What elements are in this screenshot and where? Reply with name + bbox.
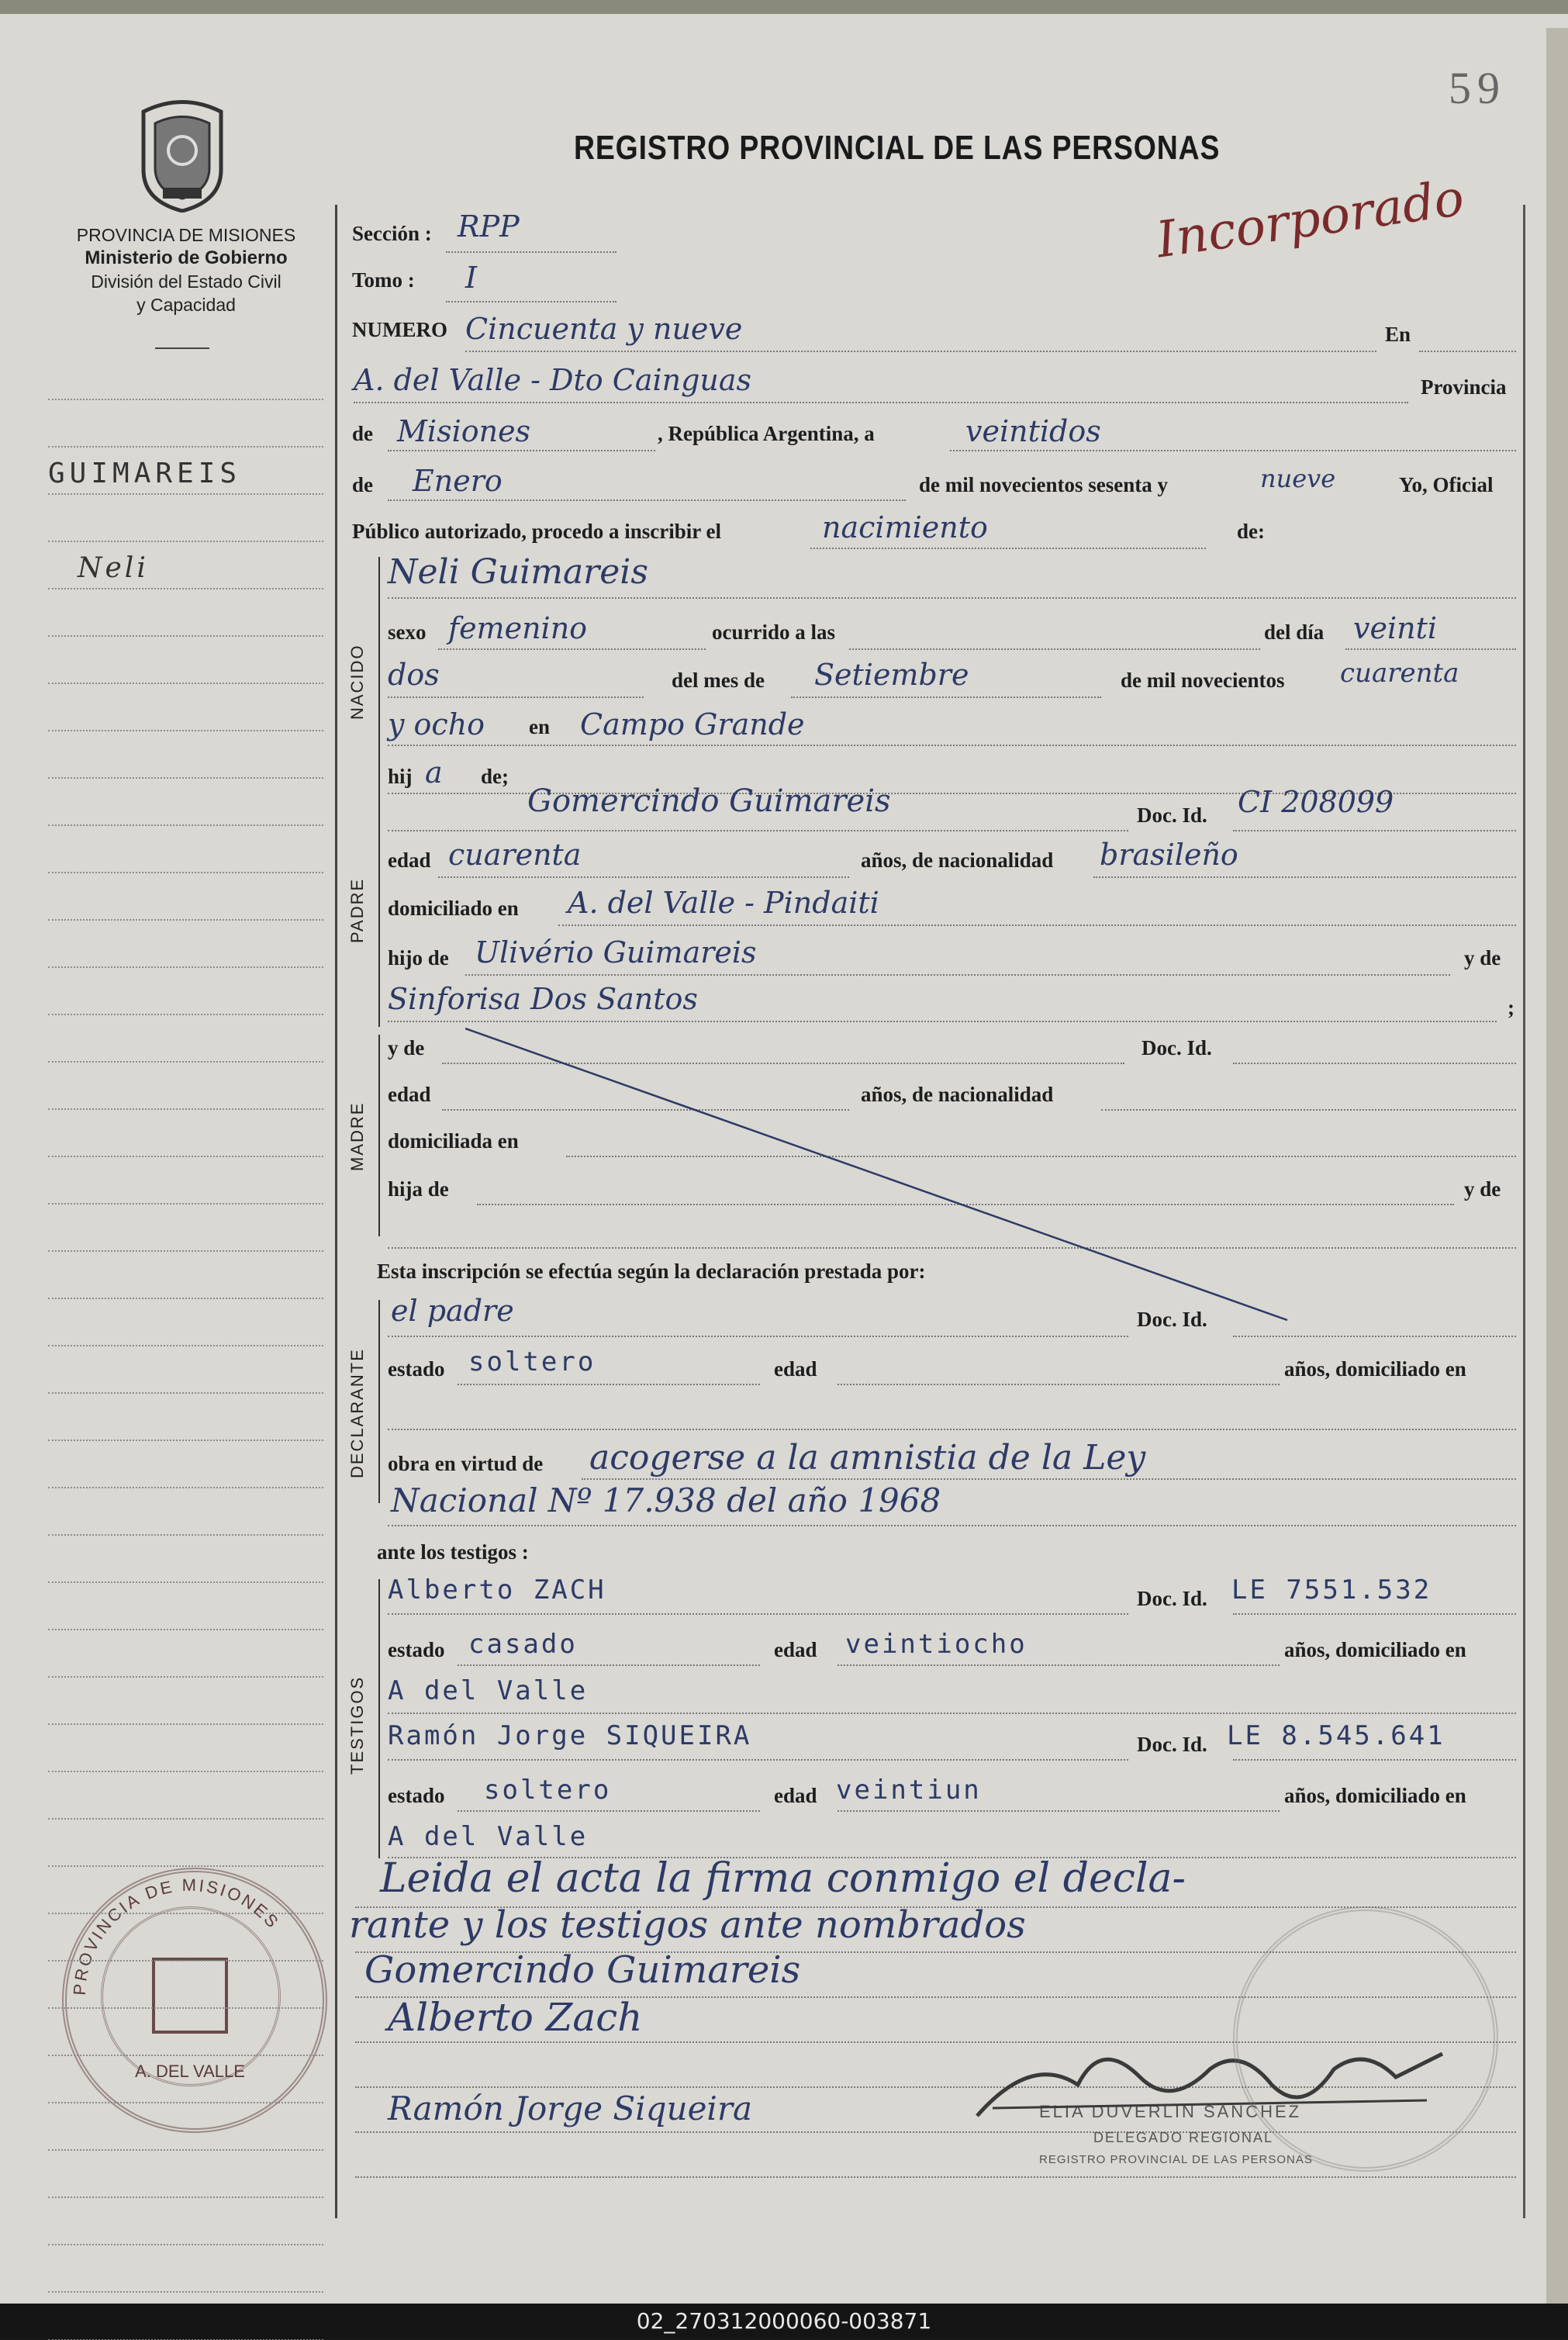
padre-doc-line <box>1233 830 1516 831</box>
anio-value-2: y ocho <box>388 707 485 741</box>
tomo-line <box>446 301 616 302</box>
testigos-bracket <box>378 1579 380 1858</box>
left-seal-text <box>62 1868 318 2124</box>
padre-hijo-label: hijo de <box>388 946 449 970</box>
provincia-label: Provincia <box>1421 375 1507 399</box>
margin-given-name: Neli <box>78 552 149 584</box>
t1-estado-value: casado <box>468 1629 578 1660</box>
oficial-label: Yo, Oficial <box>1399 473 1494 496</box>
officer-title: DELEGADO REGIONAL <box>1093 2130 1274 2145</box>
declarante-estado-line <box>458 1384 760 1385</box>
right-rule <box>1523 205 1525 2218</box>
declarante-dom-label: años, domiciliado en <box>1284 1357 1466 1381</box>
margin-line <box>48 2149 323 2151</box>
margin-line <box>48 2007 323 2009</box>
closing-text-1: Leida el acta la firma conmigo el decla- <box>380 1855 1186 1902</box>
declarante-dom-line <box>388 1429 1516 1430</box>
margin-line <box>48 541 323 542</box>
padre-hijo-line <box>465 974 1450 976</box>
margin-surname: GUIMAREIS <box>48 458 242 489</box>
padre-nac-line <box>1093 876 1516 878</box>
cancel-strike <box>465 1022 1303 1332</box>
t2-edad-label: edad <box>774 1784 817 1807</box>
svg-text:PROVINCIA DE MISIONES <box>70 1875 284 1996</box>
numero-value: Cincuenta y nueve <box>465 312 743 346</box>
org-capacity: y Capacidad <box>136 295 236 315</box>
org-division: División del Estado Civil <box>91 271 281 292</box>
officer-name: ELIA DUVERLIN SANCHEZ <box>1039 2102 1302 2121</box>
place-value: A. del Valle - Dto Cainguas <box>354 363 752 397</box>
t1-dom-line <box>388 1713 1516 1714</box>
month-value: Enero <box>413 464 503 498</box>
republica-label: , República Argentina, a <box>658 422 875 445</box>
hij-de-label: de; <box>481 765 509 788</box>
declarante-doc-line <box>1233 1336 1516 1337</box>
padre-name-line <box>388 830 1128 831</box>
madre-nac-label: años, de nacionalidad <box>861 1083 1054 1106</box>
de-label: de <box>352 422 373 445</box>
seccion-value: RPP <box>458 209 520 244</box>
t1-doc-value: LE 7551.532 <box>1231 1574 1432 1606</box>
hora-line <box>849 648 1260 650</box>
tomo-label: Tomo : <box>352 268 415 292</box>
signature-declarante: Gomercindo Guimareis <box>364 1948 801 1992</box>
t2-dom-value: A del Valle <box>388 1821 589 1852</box>
margin-line <box>48 1487 323 1488</box>
t1-doc-line <box>1233 1613 1516 1615</box>
declarante-section-label: DECLARANTE <box>347 1348 367 1478</box>
padre-nac-value: brasileño <box>1100 838 1238 872</box>
padre-nac-label: años, de nacionalidad <box>861 849 1054 872</box>
sexo-label: sexo <box>388 620 427 644</box>
t2-estado-label: estado <box>388 1784 445 1807</box>
right-seal <box>1233 1906 1498 2172</box>
sexo-line <box>438 648 706 650</box>
padre-bracket <box>378 799 380 1027</box>
nacido-name: Neli Guimareis <box>388 552 648 592</box>
padre-edad-label: edad <box>388 849 431 872</box>
obra-line-1 <box>582 1478 1516 1480</box>
publico-label: Público autorizado, procedo a inscribir el <box>352 520 721 543</box>
declarante-name: el padre <box>391 1294 514 1328</box>
padre-section-label: PADRE <box>347 877 367 943</box>
margin-rule <box>335 205 337 2218</box>
en-label: En <box>1385 323 1411 346</box>
t2-doc-label: Doc. Id. <box>1137 1733 1207 1756</box>
declarante-edad-line <box>838 1384 1280 1385</box>
t1-estado-line <box>458 1664 760 1666</box>
t1-name-line <box>388 1613 1128 1615</box>
obra-value-2: Nacional Nº 17.938 del año 1968 <box>391 1481 941 1519</box>
padre-hijo-value: Ulivério Guimareis <box>475 935 757 970</box>
padre-dom-label: domiciliado en <box>388 897 519 920</box>
nacido-section-label: NACIDO <box>347 644 367 720</box>
margin-line <box>48 2055 323 2056</box>
signature-witness-1: Alberto Zach <box>388 1995 643 2040</box>
padre-semicolon: ; <box>1508 996 1514 1019</box>
padre-doc-label: Doc. Id. <box>1137 804 1207 827</box>
sexo-value: femenino <box>448 611 588 645</box>
province-value: Misiones <box>397 414 531 448</box>
margin-line <box>48 1771 323 1772</box>
org-ministry: Ministerio de Gobierno <box>85 247 288 268</box>
margin-line <box>48 966 323 968</box>
anio-value-1: cuarenta <box>1340 658 1459 689</box>
dia2-line <box>388 696 644 698</box>
t1-edad-line <box>838 1664 1280 1666</box>
lugar-value: Campo Grande <box>580 707 805 741</box>
margin-line <box>48 2197 323 2198</box>
padre-yde-label: y de <box>1464 946 1501 970</box>
margin-line <box>48 1250 323 1252</box>
t2-edad-value: veintiun <box>836 1775 982 1806</box>
madre-dom-label: domiciliada en <box>388 1129 519 1153</box>
lugar-line <box>388 745 1516 746</box>
t2-dom-label: años, domiciliado en <box>1284 1784 1466 1807</box>
month-line <box>388 499 906 501</box>
organization-block <box>31 223 341 316</box>
margin-line <box>48 1061 323 1063</box>
dia-line <box>1345 648 1516 650</box>
declarante-intro: Esta inscripción se efectúa según la declaración prestada por: <box>377 1260 926 1283</box>
en-label-nacido: en <box>529 715 550 738</box>
dia-value-2: dos <box>388 658 440 692</box>
margin-line <box>48 1818 323 1820</box>
t1-name: Alberto ZACH <box>388 1574 606 1606</box>
numero-line <box>465 351 1376 352</box>
margin-line <box>48 1913 323 1914</box>
province-line <box>388 450 655 451</box>
padre-doc-value: CI 208099 <box>1238 785 1394 819</box>
declarante-name-line <box>388 1336 1128 1337</box>
margin-line <box>48 1534 323 1536</box>
padre-dom-line <box>558 925 1516 926</box>
t2-name: Ramón Jorge SIQUEIRA <box>388 1720 752 1751</box>
obra-label: obra en virtud de <box>388 1452 544 1475</box>
de-label-2: de <box>352 473 373 496</box>
margin-line <box>48 1156 323 1157</box>
incorporado-stamp: Incorporado <box>1152 169 1468 270</box>
margin-line <box>48 2244 323 2245</box>
page-number: 59 <box>1449 63 1506 113</box>
margin-line <box>48 1345 323 1346</box>
t1-edad-value: veintiocho <box>845 1629 1027 1660</box>
margin-line <box>48 2291 323 2293</box>
margin-line <box>48 493 323 495</box>
margin-line <box>48 1440 323 1441</box>
seal-top-text: PROVINCIA DE MISIONES <box>69 1875 284 1996</box>
closing-line-7 <box>355 2176 1516 2178</box>
mes-label: del mes de <box>672 669 765 692</box>
margin-line <box>48 824 323 826</box>
testigos-section-label: TESTIGOS <box>347 1675 367 1775</box>
t2-doc-value: LE 8.545.641 <box>1227 1720 1445 1751</box>
madre-bracket <box>378 1035 380 1236</box>
margin-line <box>48 872 323 873</box>
act-line <box>810 548 1206 549</box>
day-line <box>950 450 1516 451</box>
provincial-crest-icon <box>132 96 233 213</box>
padre-dom-value: A. del Valle - Pindaiti <box>568 886 879 920</box>
declarante-edad-label: edad <box>774 1357 817 1381</box>
year-label: de mil novecientos sesenta y <box>919 473 1168 496</box>
margin-line <box>48 1865 323 1867</box>
numero-label: NUMERO <box>352 318 447 341</box>
en-line <box>1419 351 1516 352</box>
t2-estado-line <box>458 1810 760 1812</box>
margin-line <box>48 2102 323 2103</box>
padre-name: Gomercindo Guimareis <box>527 783 891 819</box>
margin-line <box>48 446 323 448</box>
de2-label: de: <box>1237 520 1265 543</box>
seccion-line <box>446 251 616 253</box>
padre-madre-value: Sinforisa Dos Santos <box>388 982 698 1016</box>
madre-yde2-label: y de <box>1464 1177 1501 1201</box>
obra-value-1: acogerse a la amnistia de la Ley <box>589 1438 1146 1478</box>
signature-witness-2: Ramón Jorge Siqueira <box>388 2089 752 2127</box>
register-page <box>0 14 1568 2304</box>
margin-line <box>48 1960 323 1962</box>
margin-line <box>48 777 323 779</box>
madre-edad-label: edad <box>388 1083 431 1106</box>
seccion-label: Sección : <box>352 222 432 245</box>
margin-line <box>48 1581 323 1583</box>
org-divider <box>155 347 209 349</box>
act-value: nacimiento <box>822 510 988 544</box>
margin-line <box>48 1723 323 1725</box>
t1-dom-label: años, domiciliado en <box>1284 1638 1466 1661</box>
image-caption: 02_270312000060-003871 <box>0 2304 1568 2339</box>
margin-line <box>48 1392 323 1394</box>
hij-value: a <box>425 755 443 790</box>
closing-text-2: rante y los testigos ante nombrados <box>349 1903 1026 1947</box>
year-value: nueve <box>1260 464 1336 493</box>
margin-line <box>48 683 323 684</box>
margin-line <box>48 635 323 637</box>
padre-edad-line <box>438 876 849 878</box>
t2-estado-value: soltero <box>484 1775 612 1806</box>
margin-line <box>48 1676 323 1678</box>
madre-doc-label: Doc. Id. <box>1141 1036 1212 1059</box>
testigos-intro: ante los testigos : <box>377 1540 529 1564</box>
t1-edad-label: edad <box>774 1638 817 1661</box>
madre-hija-label: hija de <box>388 1177 449 1201</box>
margin-line <box>48 1629 323 1630</box>
t1-doc-label: Doc. Id. <box>1137 1587 1207 1610</box>
nacido-name-line <box>388 597 1516 599</box>
t1-dom-value: A del Valle <box>388 1675 589 1706</box>
margin-line <box>48 1298 323 1299</box>
officer-org: REGISTRO PROVINCIAL DE LAS PERSONAS <box>1039 2153 1313 2166</box>
place-line <box>354 402 1408 403</box>
mes-line <box>791 696 1101 698</box>
t2-edad-line <box>838 1810 1280 1812</box>
mes-value: Setiembre <box>814 658 969 692</box>
page-edge <box>1546 28 1568 2318</box>
t1-estado-label: estado <box>388 1638 445 1661</box>
ocurrido-label: ocurrido a las <box>712 620 835 644</box>
madre-yde-label: y de <box>388 1036 425 1059</box>
margin-line <box>48 919 323 921</box>
page-title: REGISTRO PROVINCIAL DE LAS PERSONAS <box>574 129 1221 167</box>
margin-line <box>48 1108 323 1110</box>
book-top-edge <box>0 0 1568 14</box>
madre-section-label: MADRE <box>347 1101 367 1171</box>
declarante-doc-label: Doc. Id. <box>1137 1308 1207 1331</box>
padre-edad-value: cuarenta <box>448 838 582 872</box>
dia-value-1: veinti <box>1353 611 1438 645</box>
declarante-estado-label: estado <box>388 1357 445 1381</box>
seal-bottom-text: A. DEL VALLE <box>135 2062 245 2081</box>
t2-name-line <box>388 1759 1128 1761</box>
margin-line <box>48 730 323 731</box>
t2-doc-line <box>1233 1759 1516 1761</box>
day-value: veintidos <box>965 414 1101 448</box>
mil-label: de mil novecientos <box>1121 669 1285 692</box>
margin-line <box>48 588 323 589</box>
declarante-estado-value: soltero <box>468 1346 596 1377</box>
del-dia-label: del día <box>1264 620 1325 644</box>
tomo-value: I <box>465 261 478 295</box>
margin-line <box>48 1014 323 1015</box>
nacido-bracket <box>378 557 380 814</box>
declarante-bracket <box>378 1300 380 1503</box>
margin-line <box>48 1203 323 1205</box>
margin-line <box>48 399 323 400</box>
hij-label: hij <box>388 765 413 788</box>
obra-line-2 <box>388 1525 1516 1526</box>
org-province: PROVINCIA DE MISIONES <box>76 225 296 245</box>
